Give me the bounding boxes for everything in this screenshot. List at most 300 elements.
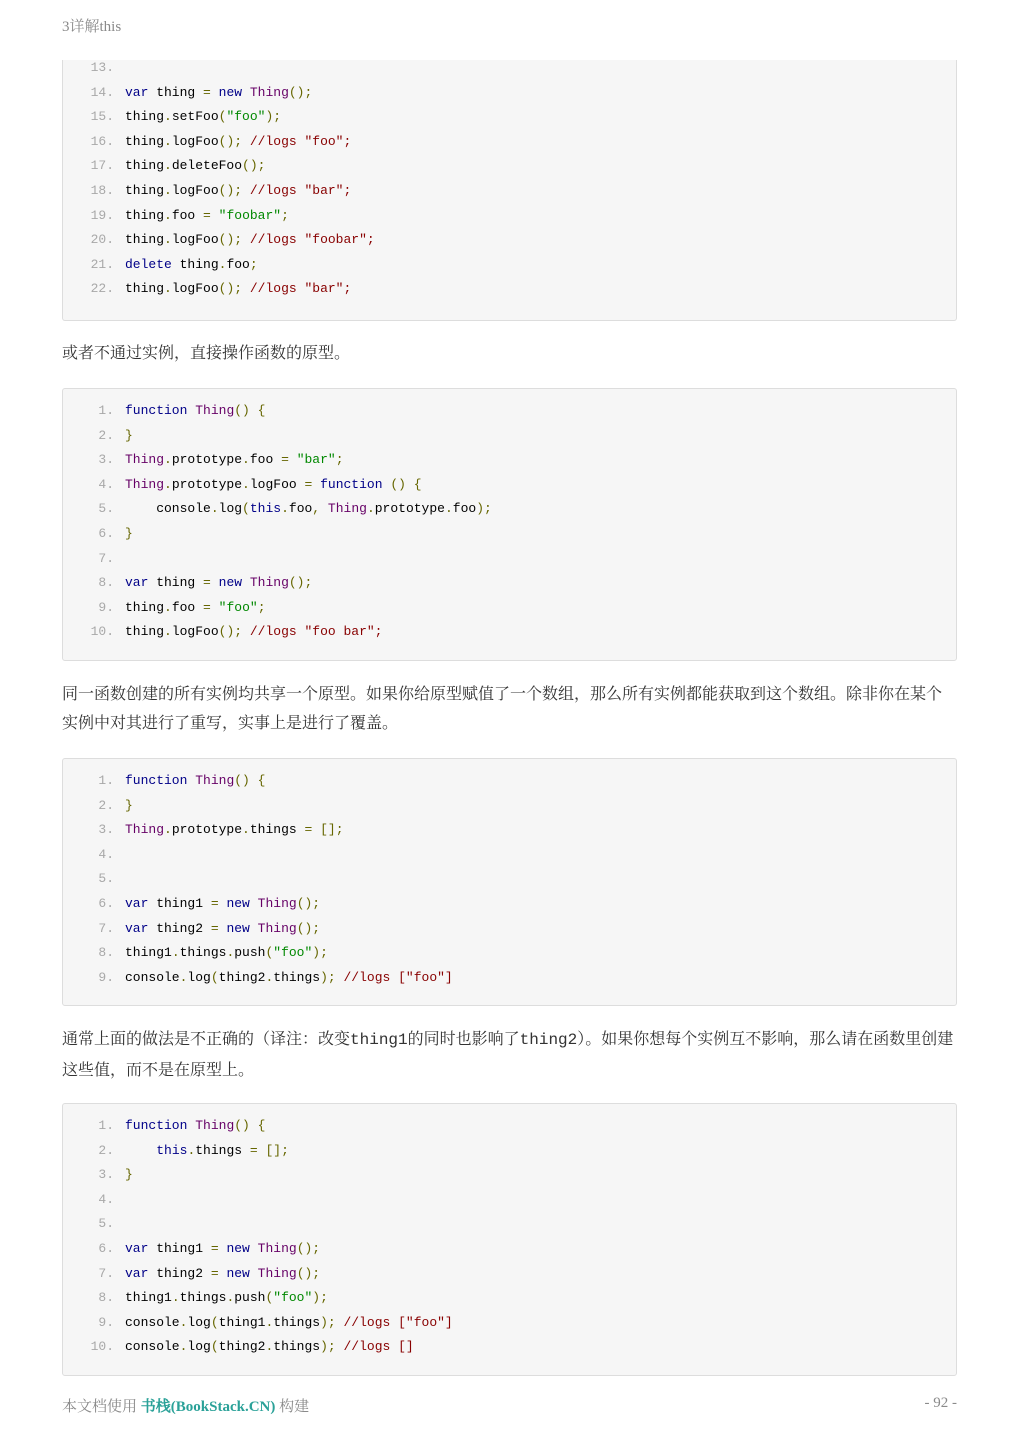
code-token [250,773,258,788]
code-token: foo [171,207,204,223]
code-line [63,450,956,470]
line-number: 21. [90,256,114,272]
code-token: . [444,501,453,517]
code-token [320,501,328,516]
code-token: things [273,1339,321,1355]
code-token: deleteFoo [171,158,243,174]
line-number: 2. [98,427,114,443]
line-number: 10. [90,1339,114,1355]
code-text [125,499,492,519]
code-token: var [125,1241,149,1256]
code-token: new [226,920,250,936]
paragraph-prototype-direct: 或者不通过实例，直接操作函数的原型。 [62,343,351,362]
code-token: delete [125,256,172,272]
code-token [250,1118,258,1133]
code-token: new [218,84,243,100]
code-block-2 [62,388,957,661]
code-token: (); [242,158,266,174]
line-number: 4. [98,846,114,862]
code-token [289,452,297,467]
code-token: . [171,945,180,961]
code-token [242,281,250,296]
code-line [63,598,956,618]
code-token [336,1339,344,1354]
code-token: ( [242,501,250,517]
code-token: { [257,403,266,418]
code-token: . [164,109,172,125]
code-line [63,1337,956,1357]
code-token: = [203,599,211,615]
line-number: 4. [98,476,114,492]
code-token [242,575,250,590]
code-token: function [320,476,383,492]
code-text [125,598,266,618]
code-token: thing [125,207,165,223]
code-line [63,1190,956,1210]
line-number: 9. [98,599,114,615]
code-text [125,426,133,446]
code-token: thing1 [125,1290,172,1306]
code-text [125,1264,320,1284]
code-token: thing2 [218,969,266,985]
code-token: logFoo [171,624,219,640]
code-token: thing [125,232,165,248]
code-token: log [187,969,211,985]
code-token [125,1143,156,1158]
line-number: 6. [98,1241,114,1256]
code-text [125,820,344,840]
code-token: thing [125,109,165,125]
code-token: Thing [257,1265,297,1281]
code-token: . [164,133,172,149]
code-text [125,1141,289,1161]
code-text [125,796,133,816]
code-token: thing1 [148,896,211,911]
code-text [125,450,344,470]
code-token: = [304,476,313,492]
code-token: var [125,896,149,911]
code-token: thing [125,599,165,615]
code-line [63,1116,956,1136]
code-token: Thing [125,476,165,492]
code-line [63,132,956,152]
code-token: . [164,452,172,468]
line-number: 18. [90,183,114,198]
code-line [63,943,956,963]
code-token: logFoo [171,281,219,297]
code-token: . [164,599,172,615]
code-token: prototype [171,452,243,468]
code-token [250,921,258,936]
code-token: = [249,1142,258,1158]
line-number: 9. [98,969,114,985]
code-line [63,499,956,519]
code-text [125,622,382,642]
code-line [63,1165,956,1185]
code-line [63,1288,956,1308]
code-token: = [210,1265,219,1281]
code-token: "bar" [296,452,336,468]
code-token: = [203,575,211,591]
code-token: . [164,183,172,198]
code-token: foo [452,501,477,517]
line-number: 9. [98,1314,114,1330]
code-token: foo [288,501,313,517]
code-line [63,1214,956,1234]
line-number: 7. [98,550,114,566]
code-token [250,1266,258,1281]
code-line [63,58,956,78]
code-token: , [312,501,321,517]
code-token: (); [218,183,243,198]
code-line [63,181,956,201]
code-token: = [210,1241,219,1256]
code-token: () [390,476,406,492]
code-text [125,1337,414,1357]
line-number: 16. [90,133,114,149]
code-token: new [226,1241,250,1256]
code-token: (); [296,896,321,911]
code-line [63,206,956,226]
code-token: . [164,158,172,174]
line-number: 14. [90,84,114,100]
line-number: 8. [98,575,114,591]
footer-prefix: 本文档使用 [62,1399,138,1415]
code-line [63,820,956,840]
line-number: 5. [98,501,114,517]
footer-brand-link[interactable]: 书栈(BookStack.CN) [140,1399,276,1415]
code-token: ; [249,256,258,272]
code-token: //logs ["foo"] [343,1314,453,1330]
code-token: //logs ["foo"] [343,969,453,985]
code-token [242,232,250,247]
code-token: Thing [249,84,289,100]
code-text [125,132,351,152]
code-token [312,477,320,492]
code-token: (); [288,84,313,100]
code-token: prototype [171,822,243,838]
code-token: //logs [] [343,1339,414,1355]
code-token: . [242,452,250,468]
code-token: . [164,822,172,838]
code-token: thing [148,575,204,591]
code-block-1 [62,60,957,321]
code-token: (); [296,920,321,936]
code-token: "foo" [273,945,313,961]
code-token: ; [281,207,289,223]
code-token: (); [296,1241,321,1256]
code-token: thing2 [218,1339,266,1355]
code-token [242,134,250,149]
code-text [125,401,265,421]
code-text [125,943,328,963]
code-token: "foo" [226,109,266,125]
code-token [336,1315,344,1330]
code-token: } [125,526,133,541]
code-token [250,896,258,911]
code-text [125,83,312,103]
code-text [125,206,289,226]
code-token: } [125,427,133,443]
line-number: 10. [90,624,114,640]
code-line [63,869,956,889]
code-token: things [179,1290,227,1306]
code-token: logFoo [249,476,305,492]
code-block-4 [62,1103,957,1376]
code-token: "foo" [273,1290,313,1306]
code-line [63,107,956,127]
code-token: ); [265,109,282,125]
code-token: this [156,1142,188,1158]
code-token: Thing [195,773,235,788]
code-token: thing [125,183,165,198]
code-token: () [234,403,250,418]
code-token: logFoo [171,133,219,149]
code-token: Thing [249,575,289,591]
code-text [125,156,265,176]
paragraph-shared-prototype: 同一函数创建的所有实例均共享一个原型。如果你给原型赋值了一个数组，那么所有实例都能获取到这个数组。除非你在某个实例中对其进行了重写，实事上是进行了覆盖。 [62,684,943,732]
code-text [125,475,422,495]
page-header-title: 3详解this [62,19,122,35]
code-token: push [234,945,266,961]
code-token: console [125,501,211,517]
code-token: ); [312,945,328,961]
code-token: . [265,1339,274,1355]
code-token: var [125,84,149,100]
code-token: ( [210,1314,219,1330]
code-token: ; [257,599,266,615]
code-line [63,573,956,593]
code-text [125,1288,328,1308]
footer-credit [62,1395,309,1416]
code-token: . [226,1290,235,1306]
code-token: (); [218,232,243,248]
code-token: thing [171,256,219,272]
code-token: () [234,1118,250,1133]
code-token: . [218,256,227,272]
code-line [63,401,956,421]
paragraph-text-part: ）。如果你想每个实例互不影响，那么请在函数里创建这些值，而不是在原型上。 [62,1029,954,1079]
code-token: ); [312,1290,328,1306]
line-number: 22. [90,281,114,297]
line-number: 19. [90,207,114,223]
code-token: foo [171,599,204,615]
code-token: thing1 [218,1314,266,1330]
code-token: thing [148,84,204,100]
code-token: //logs "foo"; [249,133,352,149]
line-number: 8. [98,945,114,961]
code-line [63,279,956,299]
code-line [63,845,956,865]
paragraph-text-part: 通常上面的做法是不正确的（译注：改变 [62,1029,351,1048]
code-token: = [203,207,211,223]
line-number: 6. [98,526,114,541]
code-text [125,255,258,275]
code-token: . [164,232,172,248]
code-text [125,573,312,593]
code-text [125,524,133,544]
code-token: //logs "foo bar"; [249,624,383,640]
code-line [63,796,956,816]
code-text [125,181,351,201]
code-token: things [195,1142,250,1158]
code-token: . [164,476,172,492]
code-token: ); [476,501,492,517]
code-token: . [164,281,172,297]
code-token: . [187,1142,196,1158]
code-text [125,771,265,791]
code-token: . [226,945,235,961]
code-line [63,1313,956,1333]
code-token [250,403,258,418]
page-footer [62,1395,957,1417]
code-token: thing1 [125,945,172,961]
code-token: . [179,969,188,985]
code-token: ); [320,1339,336,1355]
code-token: log [187,1314,211,1330]
code-text [125,279,351,299]
code-token: var [125,575,149,591]
code-token: console [125,1314,180,1330]
code-line [63,524,956,544]
code-token: "foobar" [218,207,282,223]
code-token: function [125,1118,188,1133]
code-line [63,968,956,988]
code-token: = [304,822,313,838]
code-token: Thing [257,1241,297,1256]
code-token: . [242,822,250,838]
code-token: console [125,1339,180,1355]
code-token: { [257,773,266,788]
code-token [211,85,219,100]
code-token: thing [125,624,165,640]
code-line [63,1141,956,1161]
code-token: thing2 [148,1265,211,1281]
line-number: 5. [98,871,114,887]
code-token: Thing [195,1118,235,1133]
code-token: = [281,452,289,468]
line-number: 8. [98,1290,114,1306]
code-token: things [249,822,305,838]
code-text [125,1313,453,1333]
code-text [125,1239,320,1259]
code-token: = [203,84,211,100]
code-token: []; [265,1142,289,1158]
code-token: //logs "foobar"; [249,232,375,248]
code-token: things [273,1314,321,1330]
code-token: { [257,1118,266,1133]
line-number: 3. [98,822,114,838]
code-token: } [125,1167,133,1183]
code-token [336,970,344,985]
page-number: - 92 - [924,1395,957,1411]
code-token: ); [320,1314,336,1330]
code-line [63,894,956,914]
code-token: logFoo [171,232,219,248]
code-token: . [164,624,172,640]
code-token: (); [218,624,243,640]
code-token: //logs "bar"; [249,183,352,198]
code-token: . [265,1314,274,1330]
code-token: function [125,403,188,418]
code-token: . [281,501,289,517]
code-text [125,107,281,127]
code-line [63,1264,956,1284]
code-text [125,968,453,988]
line-number: 2. [98,797,114,813]
code-token: ( [265,1290,274,1306]
code-token: foo [249,452,282,468]
code-token: "foo" [218,599,258,615]
code-block-3 [62,758,957,1006]
code-text [125,919,320,939]
code-token: Thing [257,896,297,911]
code-line [63,919,956,939]
code-token: console [125,969,180,985]
code-token: Thing [327,501,367,517]
inline-code-thing2: thing2 [519,1031,578,1049]
code-token: log [218,501,243,517]
code-line [63,475,956,495]
code-token: ( [218,109,227,125]
line-number: 3. [98,1167,114,1183]
code-line [63,622,956,642]
code-token [211,600,219,615]
code-text [125,230,375,250]
line-number: 1. [98,403,114,418]
paragraph-text-part: 的同时也影响了 [407,1029,520,1048]
code-token: log [187,1339,211,1355]
code-token: ; [335,452,344,468]
line-number: 4. [98,1191,114,1207]
code-token: = [210,896,219,911]
code-token: []; [320,822,344,838]
code-token: ( [265,945,274,961]
code-token [242,624,250,639]
code-token: thing1 [148,1241,211,1256]
code-token: ( [210,969,219,985]
line-number: 2. [98,1142,114,1158]
code-token: . [179,1314,188,1330]
code-token: Thing [125,452,165,468]
code-token: foo [226,256,250,272]
code-token: push [234,1290,266,1306]
code-token: = [210,920,219,936]
code-token: setFoo [171,109,219,125]
inline-code-thing1: thing1 [350,1031,408,1049]
code-token: ( [210,1339,219,1355]
code-line [63,549,956,569]
line-number: 3. [98,452,114,468]
line-number: 17. [90,158,114,174]
code-text [125,1116,265,1136]
code-token: { [413,476,422,492]
code-token: (); [296,1265,321,1281]
paragraph-per-instance [62,1024,957,1084]
code-token: Thing [257,920,297,936]
code-token: Thing [195,403,235,418]
code-token: prototype [171,476,243,492]
code-token [406,477,414,492]
code-line [63,83,956,103]
code-token: . [265,969,274,985]
code-line [63,771,956,791]
code-token: (); [218,281,243,297]
line-number: 15. [90,109,114,125]
code-token: . [210,501,219,517]
code-token [242,85,250,100]
code-token [242,183,250,198]
